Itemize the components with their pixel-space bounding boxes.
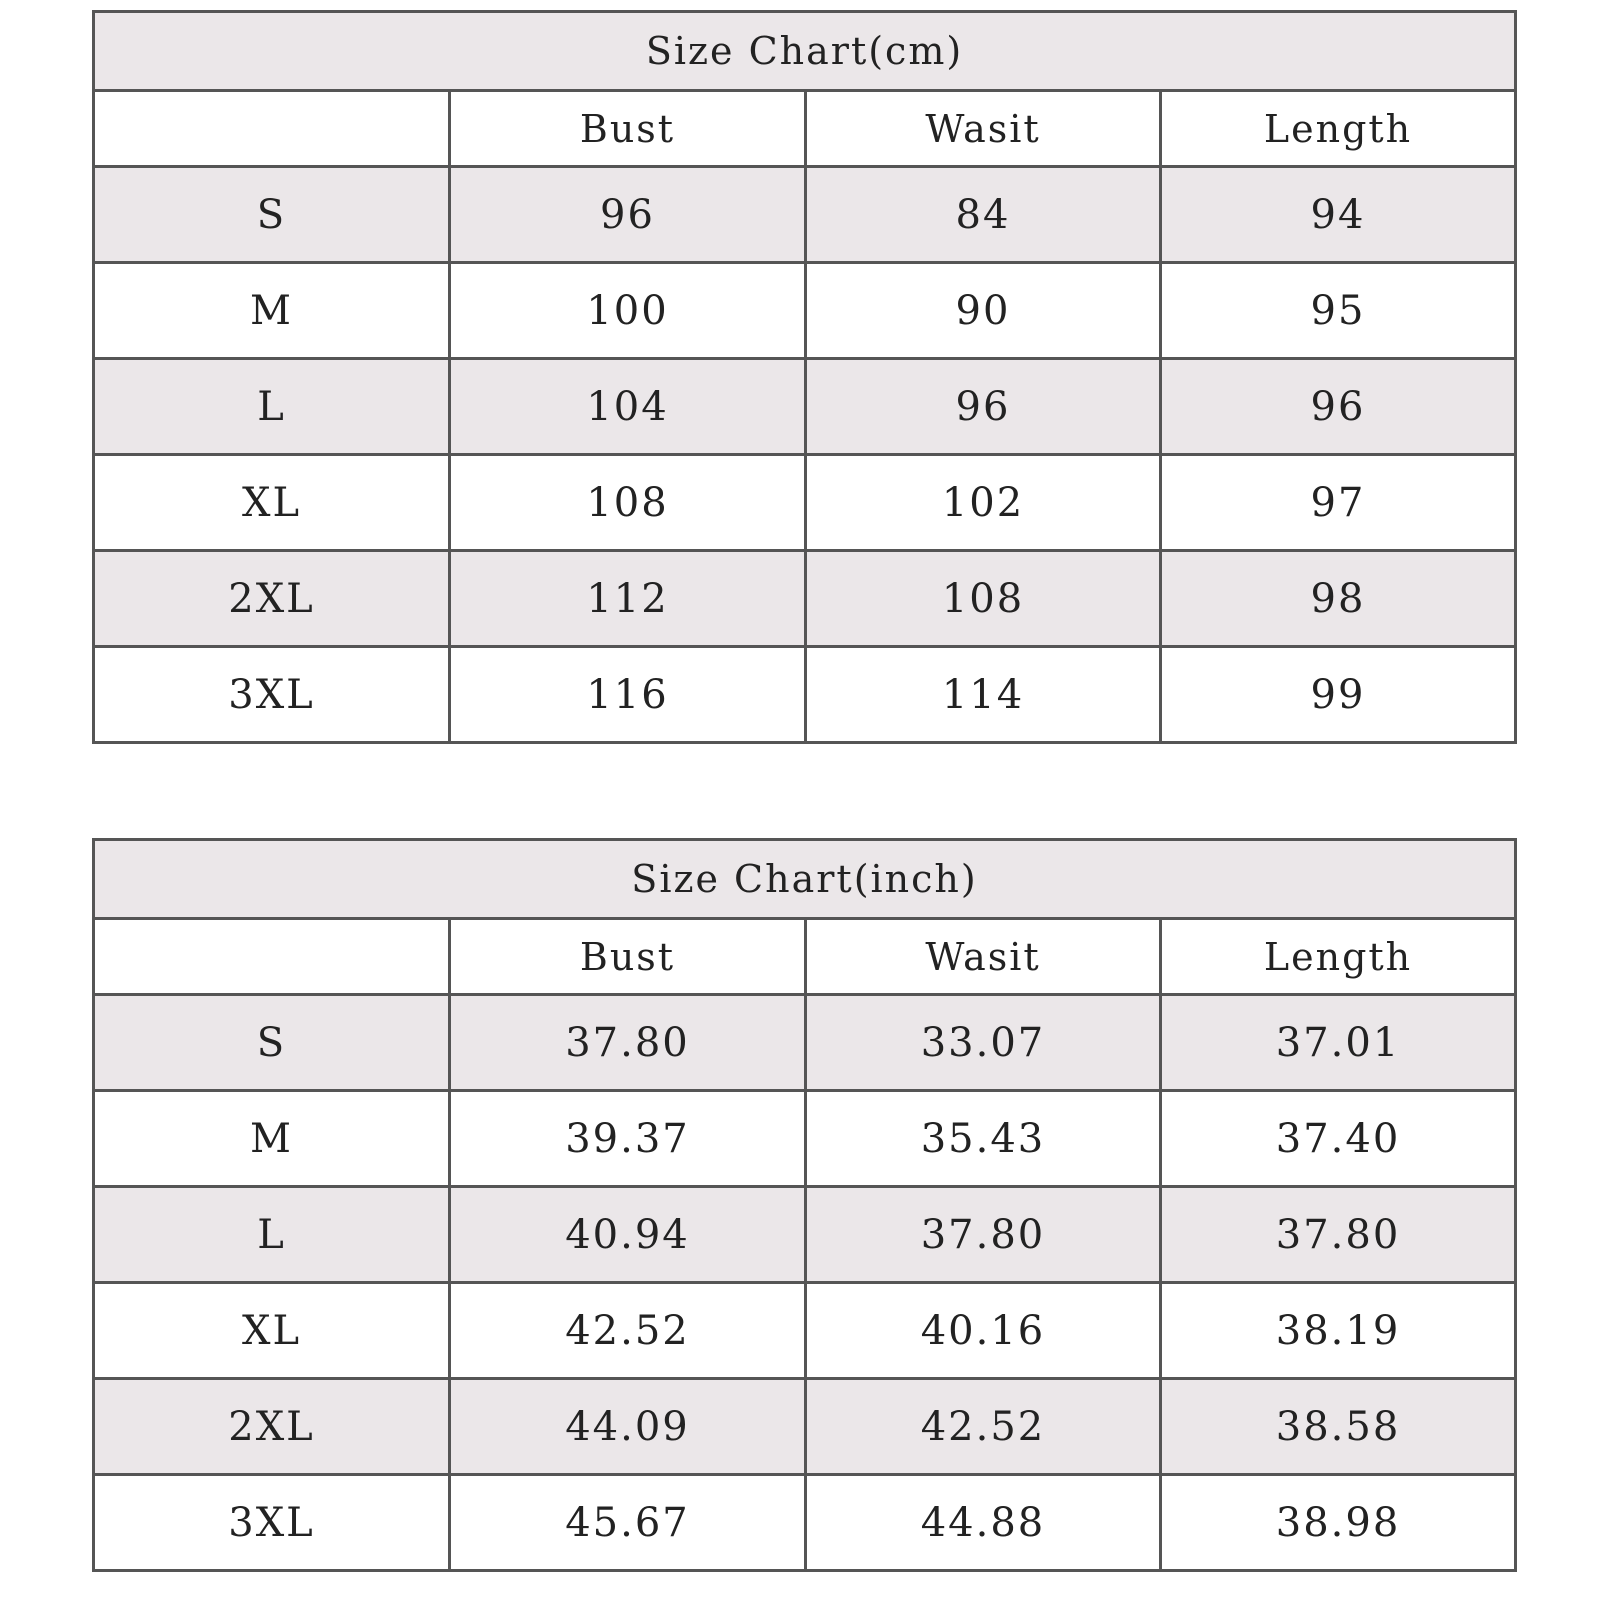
table-row	[94, 647, 1516, 743]
table-row	[94, 1475, 1516, 1571]
waist-cell: 42.52	[806, 1379, 1161, 1475]
length-cell: 38.19	[1161, 1283, 1516, 1379]
size-cell: 2XL	[94, 551, 450, 647]
size-cell: XL	[94, 455, 450, 551]
size-column-header	[94, 91, 450, 167]
waist-cell: 96	[806, 359, 1161, 455]
length-cell: 94	[1161, 167, 1516, 263]
table-row	[94, 1091, 1516, 1187]
bust-cell: 104	[450, 359, 806, 455]
length-cell: 37.40	[1161, 1091, 1516, 1187]
length-cell: 97	[1161, 455, 1516, 551]
size-cell: L	[94, 1187, 450, 1283]
size-cell: L	[94, 359, 450, 455]
length-cell: 96	[1161, 359, 1516, 455]
table-title-row	[94, 840, 1516, 919]
bust-column-header: Bust	[450, 919, 806, 995]
waist-cell: 40.16	[806, 1283, 1161, 1379]
length-cell: 99	[1161, 647, 1516, 743]
table-row	[94, 551, 1516, 647]
table-row	[94, 1187, 1516, 1283]
bust-cell: 96	[450, 167, 806, 263]
size-cell: 3XL	[94, 1475, 450, 1571]
bust-cell: 42.52	[450, 1283, 806, 1379]
bust-cell: 116	[450, 647, 806, 743]
length-cell: 37.01	[1161, 995, 1516, 1091]
length-cell: 37.80	[1161, 1187, 1516, 1283]
waist-cell: 108	[806, 551, 1161, 647]
table-header-row	[94, 919, 1516, 995]
bust-cell: 37.80	[450, 995, 806, 1091]
table-header-row	[94, 91, 1516, 167]
length-cell: 38.58	[1161, 1379, 1516, 1475]
size-cell: M	[94, 263, 450, 359]
table-row	[94, 1379, 1516, 1475]
waist-column-header: Wasit	[806, 919, 1161, 995]
size-cell: 2XL	[94, 1379, 450, 1475]
size-chart-cm-table	[92, 10, 1517, 744]
length-column-header: Length	[1161, 91, 1516, 167]
size-chart-inch-table	[92, 838, 1517, 1572]
waist-cell: 33.07	[806, 995, 1161, 1091]
table-title-row	[94, 12, 1516, 91]
size-cell: XL	[94, 1283, 450, 1379]
length-cell: 38.98	[1161, 1475, 1516, 1571]
table-row	[94, 455, 1516, 551]
table-title: Size Chart(cm)	[94, 12, 1516, 91]
table-row	[94, 995, 1516, 1091]
bust-cell: 108	[450, 455, 806, 551]
waist-column-header: Wasit	[806, 91, 1161, 167]
size-cell: 3XL	[94, 647, 450, 743]
bust-cell: 100	[450, 263, 806, 359]
table-row	[94, 1283, 1516, 1379]
waist-cell: 35.43	[806, 1091, 1161, 1187]
bust-cell: 112	[450, 551, 806, 647]
waist-cell: 84	[806, 167, 1161, 263]
length-column-header: Length	[1161, 919, 1516, 995]
size-column-header	[94, 919, 450, 995]
size-cell: S	[94, 995, 450, 1091]
bust-column-header: Bust	[450, 91, 806, 167]
table-row	[94, 263, 1516, 359]
bust-cell: 44.09	[450, 1379, 806, 1475]
bust-cell: 39.37	[450, 1091, 806, 1187]
waist-cell: 90	[806, 263, 1161, 359]
size-cell: M	[94, 1091, 450, 1187]
waist-cell: 102	[806, 455, 1161, 551]
size-cell: S	[94, 167, 450, 263]
bust-cell: 45.67	[450, 1475, 806, 1571]
waist-cell: 37.80	[806, 1187, 1161, 1283]
table-row	[94, 359, 1516, 455]
table-row	[94, 167, 1516, 263]
waist-cell: 44.88	[806, 1475, 1161, 1571]
bust-cell: 40.94	[450, 1187, 806, 1283]
length-cell: 98	[1161, 551, 1516, 647]
waist-cell: 114	[806, 647, 1161, 743]
table-title: Size Chart(inch)	[94, 840, 1516, 919]
length-cell: 95	[1161, 263, 1516, 359]
